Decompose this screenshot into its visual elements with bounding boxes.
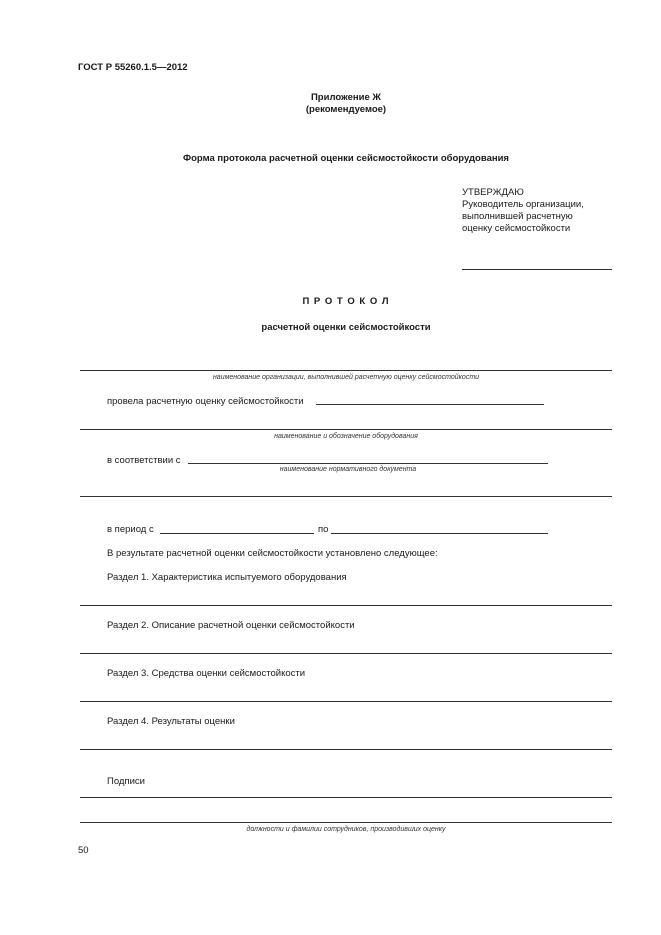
signatures-label: Подписи	[107, 776, 145, 787]
organization-line	[80, 370, 612, 371]
period-to-line	[331, 533, 548, 534]
approval-signature-line	[462, 269, 612, 270]
section-2-line	[80, 653, 612, 654]
appendix-type: (рекомендуемое)	[305, 104, 387, 115]
section-4: Раздел 4. Результаты оценки	[107, 716, 235, 727]
normative-caption: наименование нормативного документа	[279, 466, 417, 473]
accordance-line	[188, 463, 548, 464]
signatures-line-1	[80, 797, 612, 798]
approval-line-1: Руководитель организации,	[462, 199, 584, 210]
section-2: Раздел 2. Описание расчетной оценки сейсмостойкости	[107, 620, 355, 631]
normative-continuation-line	[80, 496, 612, 497]
section-3: Раздел 3. Средства оценки сейсмостойкости	[107, 668, 306, 679]
result-intro: В результате расчетной оценки сейсмостойкости установлено следующее:	[107, 548, 438, 559]
accordance-label: в соответствии с	[107, 455, 181, 466]
period-to-label: по	[318, 524, 329, 535]
approval-line-2: выполнившей расчетную	[462, 211, 573, 222]
standard-code: ГОСТ Р 55260.1.5—2012	[78, 62, 188, 73]
performed-label: провела расчетную оценку сейсмостойкости	[107, 396, 304, 407]
page-number: 50	[78, 845, 89, 856]
organization-caption: наименование организации, выполнившей расчетную оценку сейсмостойкости	[212, 374, 480, 381]
performed-line	[316, 404, 544, 405]
protocol-title: П Р О Т О К О Л	[302, 296, 390, 307]
form-title: Форма протокола расчетной оценки сейсмостойкости оборудования	[183, 153, 509, 164]
approval-heading: УТВЕРЖДАЮ	[462, 187, 524, 198]
signatures-caption: должности и фамилии сотрудников, производивших оценку	[246, 826, 446, 833]
equipment-caption: наименование и обозначение оборудования	[274, 433, 418, 440]
section-4-line	[80, 749, 612, 750]
appendix-title: Приложение Ж	[310, 92, 382, 103]
approval-line-3: оценку сейсмостойкости	[462, 223, 571, 234]
signatures-line-2	[80, 822, 612, 823]
equipment-line	[80, 429, 612, 430]
section-1-line	[80, 605, 612, 606]
section-1: Раздел 1. Характеристика испытуемого оборудования	[107, 572, 347, 583]
section-3-line	[80, 701, 612, 702]
protocol-subtitle: расчетной оценки сейсмостойкости	[261, 322, 431, 333]
period-from-line	[160, 533, 314, 534]
period-label: в период с	[107, 524, 154, 535]
